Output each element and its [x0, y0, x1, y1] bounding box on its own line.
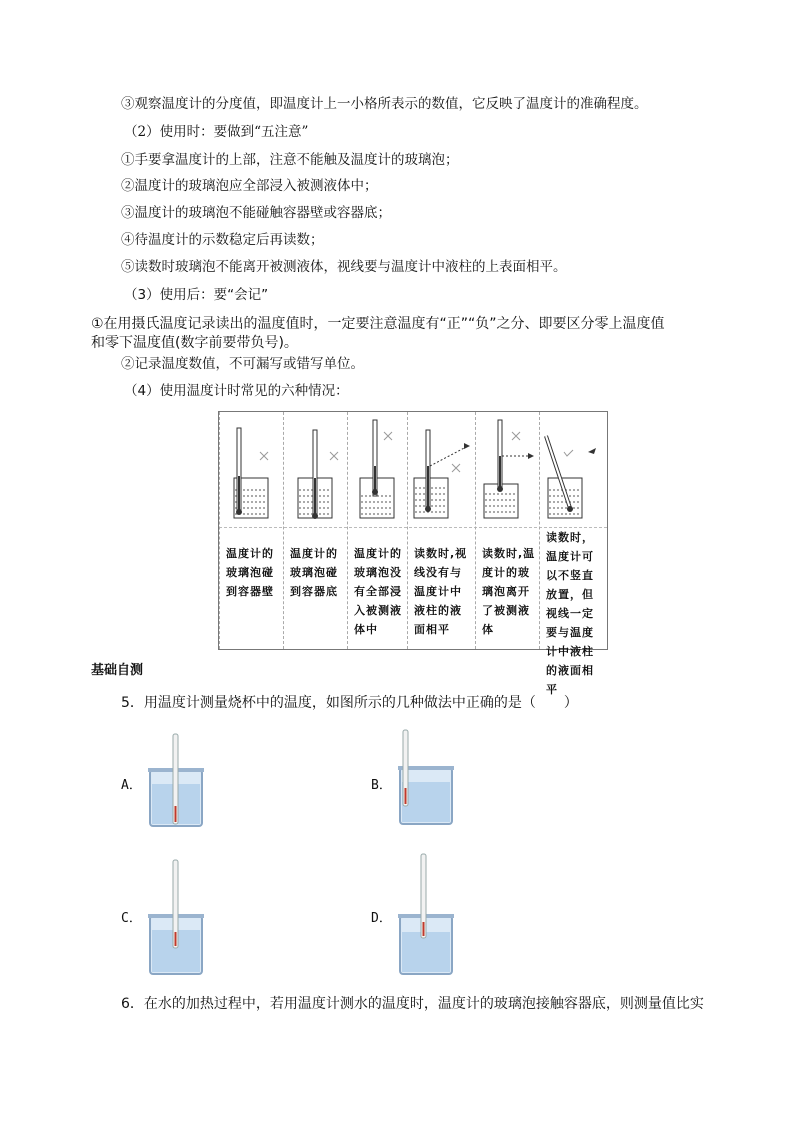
thermometer-beaker-illustration: [540, 416, 608, 526]
option-c-label: C．: [121, 911, 142, 926]
text-line-12: （4）使用温度计时常见的六种情况：: [124, 383, 349, 399]
option-b-beaker: [396, 728, 456, 828]
text-line-9: ①在用摄氏温度记录读出的温度值时，一定要注意温度有“正”“负”之分、即要区分零上温度值: [91, 316, 665, 332]
situation-2: [283, 412, 348, 649]
option-a-beaker: [146, 730, 206, 830]
section-title: 基础自测: [91, 663, 144, 678]
option-d-beaker: [396, 852, 456, 978]
text-line-11: ②记录温度数值，不可漏写或错写单位。: [121, 356, 364, 372]
situation-caption: 温度计的玻璃泡没有全部浸入被测液体中: [354, 547, 402, 636]
text-line-3: ①手要拿温度计的上部，注意不能触及温度计的玻璃泡；: [121, 152, 459, 168]
thermometer-beaker-illustration: [476, 416, 540, 526]
option-d-label: D．: [371, 911, 392, 926]
question-5-stem: 5．用温度计测量烧杯中的温度，如图所示的几种做法中正确的是（ ）: [121, 695, 578, 711]
situation-6: [539, 412, 608, 696]
option-c-beaker: [146, 858, 206, 978]
text-line-4: ②温度计的玻璃泡应全部浸入被测液体中；: [121, 178, 378, 194]
thermometer-beaker-illustration: [348, 416, 408, 526]
text-line-10: 和零下温度值(数字前要带负号)。: [91, 335, 298, 351]
text-line-7: ⑤读数时玻璃泡不能离开被测液体，视线要与温度计中液柱的上表面相平。: [121, 259, 567, 275]
situation-1: [219, 412, 284, 649]
thermometer-beaker-illustration: [408, 416, 476, 526]
situation-caption: 读数时,温度计的玻璃泡离开了被测液体: [482, 547, 536, 636]
question-6-stem: 6．在水的加热过程中，若用温度计测水的温度时，温度计的玻璃泡接触容器底，则测量值比实: [121, 996, 704, 1012]
situation-caption: 温度计的玻璃泡碰到容器底: [290, 547, 338, 598]
situation-3: [347, 412, 408, 649]
option-b-label: B．: [371, 778, 392, 793]
situation-caption: 读数时,视线没有与温度计中液柱的液面相平: [414, 547, 468, 636]
situation-5: [475, 412, 540, 649]
text-line-5: ③温度计的玻璃泡不能碰触容器壁或容器底；: [121, 205, 391, 221]
thermometer-beaker-illustration: [284, 416, 348, 526]
text-line-8: （3）使用后：要“会记”: [124, 287, 269, 303]
six-situations-figure: [218, 411, 608, 696]
option-a-label: A．: [121, 778, 142, 793]
text-line-2: （2）使用时：要做到“五注意”: [124, 124, 309, 140]
text-line-6: ④待温度计的示数稳定后再读数；: [121, 232, 324, 248]
situation-caption: 读数时，温度计可以不竖直放置，但视线一定要与温度计中液柱的液面相平: [546, 531, 594, 696]
situation-caption: 温度计的玻璃泡碰到容器壁: [226, 547, 274, 598]
text-line-1: ③观察温度计的分度值，即温度计上一小格所表示的数值，它反映了温度计的准确程度。: [121, 96, 648, 112]
thermometer-beaker-illustration: [220, 416, 284, 526]
situation-4: [407, 412, 476, 649]
